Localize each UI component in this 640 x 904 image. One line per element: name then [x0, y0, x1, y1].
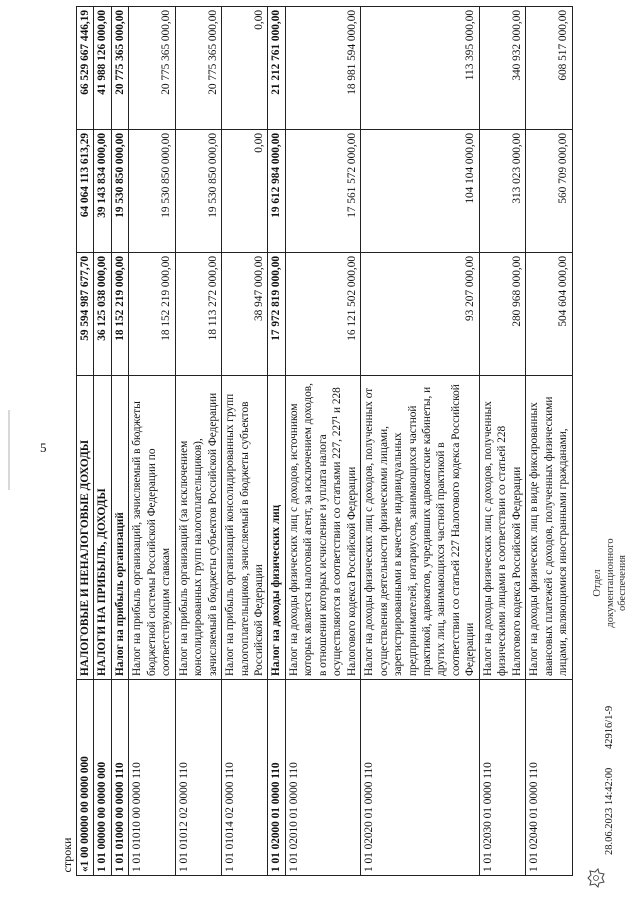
row-name: НАЛОГИ НА ПРИБЫЛЬ, ДОХОДЫ: [94, 376, 111, 680]
row-value-1: 38 947 000,00: [222, 253, 268, 376]
row-name: Налог на прибыль организаций, зачисляемый в бюджеты бюджетной системы Российской Федерации по соответствующим ставкам: [129, 376, 175, 680]
row-value-3: 21 212 761 000,00: [268, 7, 285, 130]
row-value-2: 64 064 113 613,29: [77, 130, 94, 253]
row-value-1: 18 113 272 000,00: [175, 253, 221, 376]
row-code: 1 01 01014 02 0000 110: [222, 680, 268, 876]
row-value-2: 19 612 984 000,00: [268, 130, 285, 253]
table-row: [77, 7, 94, 876]
row-name: Налог на доходы физических лиц с доходов, полученных от осуществления деятельности физическими лицами, зарегистрированными в качестве индивидуальных предпринимателей, нотариусов, занимающихся частной практикой, адвокатов, учредивших адвокатские кабинеты, и других лиц, занимающихся частной практикой в соответствии со статьей 227 Налогового кодекса Российской Федерации: [361, 376, 480, 680]
row-name: Налог на прибыль организаций (за исключением консолидированных групп налогоплательщиков), зачисляемый в бюджеты субъектов Российской Федерации: [175, 376, 221, 680]
table-row: [175, 7, 221, 876]
row-name: НАЛОГОВЫЕ И НЕНАЛОГОВЫЕ ДОХОДЫ: [77, 376, 94, 680]
row-code: 1 01 02030 01 0000 110: [479, 680, 525, 876]
row-value-3: 20 775 365 000,00: [129, 7, 175, 130]
row-value-1: 36 125 038 000,00: [94, 253, 111, 376]
revenue-table: [60, 6, 573, 876]
header-fragment-row: [60, 7, 77, 876]
table-row: [479, 7, 525, 876]
row-name: Налог на доходы физических лиц с доходов, источником которых является налоговый агент, за исключением доходов, в отношении которых исчисление и уплата налога осуществляются в соответствии со статьями 227, 227¹ и 228 Налогового кодекса Российской Федерации: [285, 376, 360, 680]
row-value-3: 0,00: [222, 7, 268, 130]
row-code: «1 00 00000 00 0000 000: [77, 680, 94, 876]
row-value-1: 16 121 502 000,00: [285, 253, 360, 376]
row-name: Налог на прибыль организаций: [111, 376, 128, 680]
row-value-3: 66 529 667 446,19: [77, 7, 94, 130]
row-value-1: 59 594 987 677,70: [77, 253, 94, 376]
row-value-1: 18 152 219 000,00: [111, 253, 128, 376]
footer-doc-id: 42916/1-9: [604, 705, 615, 749]
page-number: 5: [40, 440, 47, 455]
row-value-2: 19 530 850 000,00: [111, 130, 128, 253]
header-fragment-label: строки: [60, 837, 74, 873]
row-value-1: 280 968 000,00: [479, 253, 525, 376]
row-value-1: 18 152 219 000,00: [129, 253, 175, 376]
footer-department: Отдел документационного обеспечения: [592, 538, 629, 628]
row-value-3: 340 932 000,00: [479, 7, 525, 130]
row-value-3: 41 988 126 000,00: [94, 7, 111, 130]
row-name: Налог на доходы физических лиц с доходов, полученных физическими лицами в соответствии со статьей 228 Налогового кодекса Российской Федерации: [479, 376, 525, 680]
row-code: 1 01 01000 00 0000 110: [111, 680, 128, 876]
row-value-3: 20 775 365 000,00: [111, 7, 128, 130]
row-name: Налог на прибыль организаций консолидированных групп налогоплательщиков, зачисляемый в бюджеты субъектов Российской Федерации: [222, 376, 268, 680]
row-value-1: 93 207 000,00: [361, 253, 480, 376]
budget-table-rotated: [60, 6, 581, 876]
table-row: [222, 7, 268, 876]
row-code: 1 01 02010 01 0000 110: [285, 680, 360, 876]
table-row: [94, 7, 111, 876]
row-value-2: 19 530 850 000,00: [175, 130, 221, 253]
row-value-2: 19 530 850 000,00: [129, 130, 175, 253]
row-value-1: 504 604 000,00: [526, 253, 572, 376]
row-value-2: 104 104 000,00: [361, 130, 480, 253]
row-value-2: 313 023 000,00: [479, 130, 525, 253]
footer-stamp: [584, 529, 640, 889]
table-row: [526, 7, 572, 876]
row-value-2: 17 561 572 000,00: [285, 130, 360, 253]
row-code: 1 01 02000 01 0000 110: [268, 680, 285, 876]
row-value-3: 608 517 000,00: [526, 7, 572, 130]
row-value-2: 0,00: [222, 130, 268, 253]
table-row: [111, 7, 128, 876]
row-value-1: 17 972 819 000,00: [268, 253, 285, 376]
table-row: [361, 7, 480, 876]
row-code: 1 01 00000 00 0000 000: [94, 680, 111, 876]
row-code: 1 01 02020 01 0000 110: [361, 680, 480, 876]
row-code: 1 01 01012 02 0000 110: [175, 680, 221, 876]
scan-edge-mark: [8, 410, 10, 490]
footer-datetime: 28.06.2023 14:42:00: [604, 767, 615, 855]
row-value-3: 113 395 000,00: [361, 7, 480, 130]
row-value-2: 560 709 000,00: [526, 130, 572, 253]
coat-of-arms-icon: [586, 867, 608, 889]
row-name: Налог на доходы физических лиц: [268, 376, 285, 680]
row-value-2: 39 143 834 000,00: [94, 130, 111, 253]
table-row: [129, 7, 175, 876]
table-row: [285, 7, 360, 876]
row-value-3: 20 775 365 000,00: [175, 7, 221, 130]
row-name: Налог на доходы физических лиц в виде фиксированных авансовых платежей с доходов, полученных физическими лицами, являющимися иностранными гражданами,: [526, 376, 572, 680]
row-code: 1 01 01010 00 0000 110: [129, 680, 175, 876]
row-code: 1 01 02040 01 0000 110: [526, 680, 572, 876]
row-value-3: 18 981 594 000,00: [285, 7, 360, 130]
table-row: [268, 7, 285, 876]
